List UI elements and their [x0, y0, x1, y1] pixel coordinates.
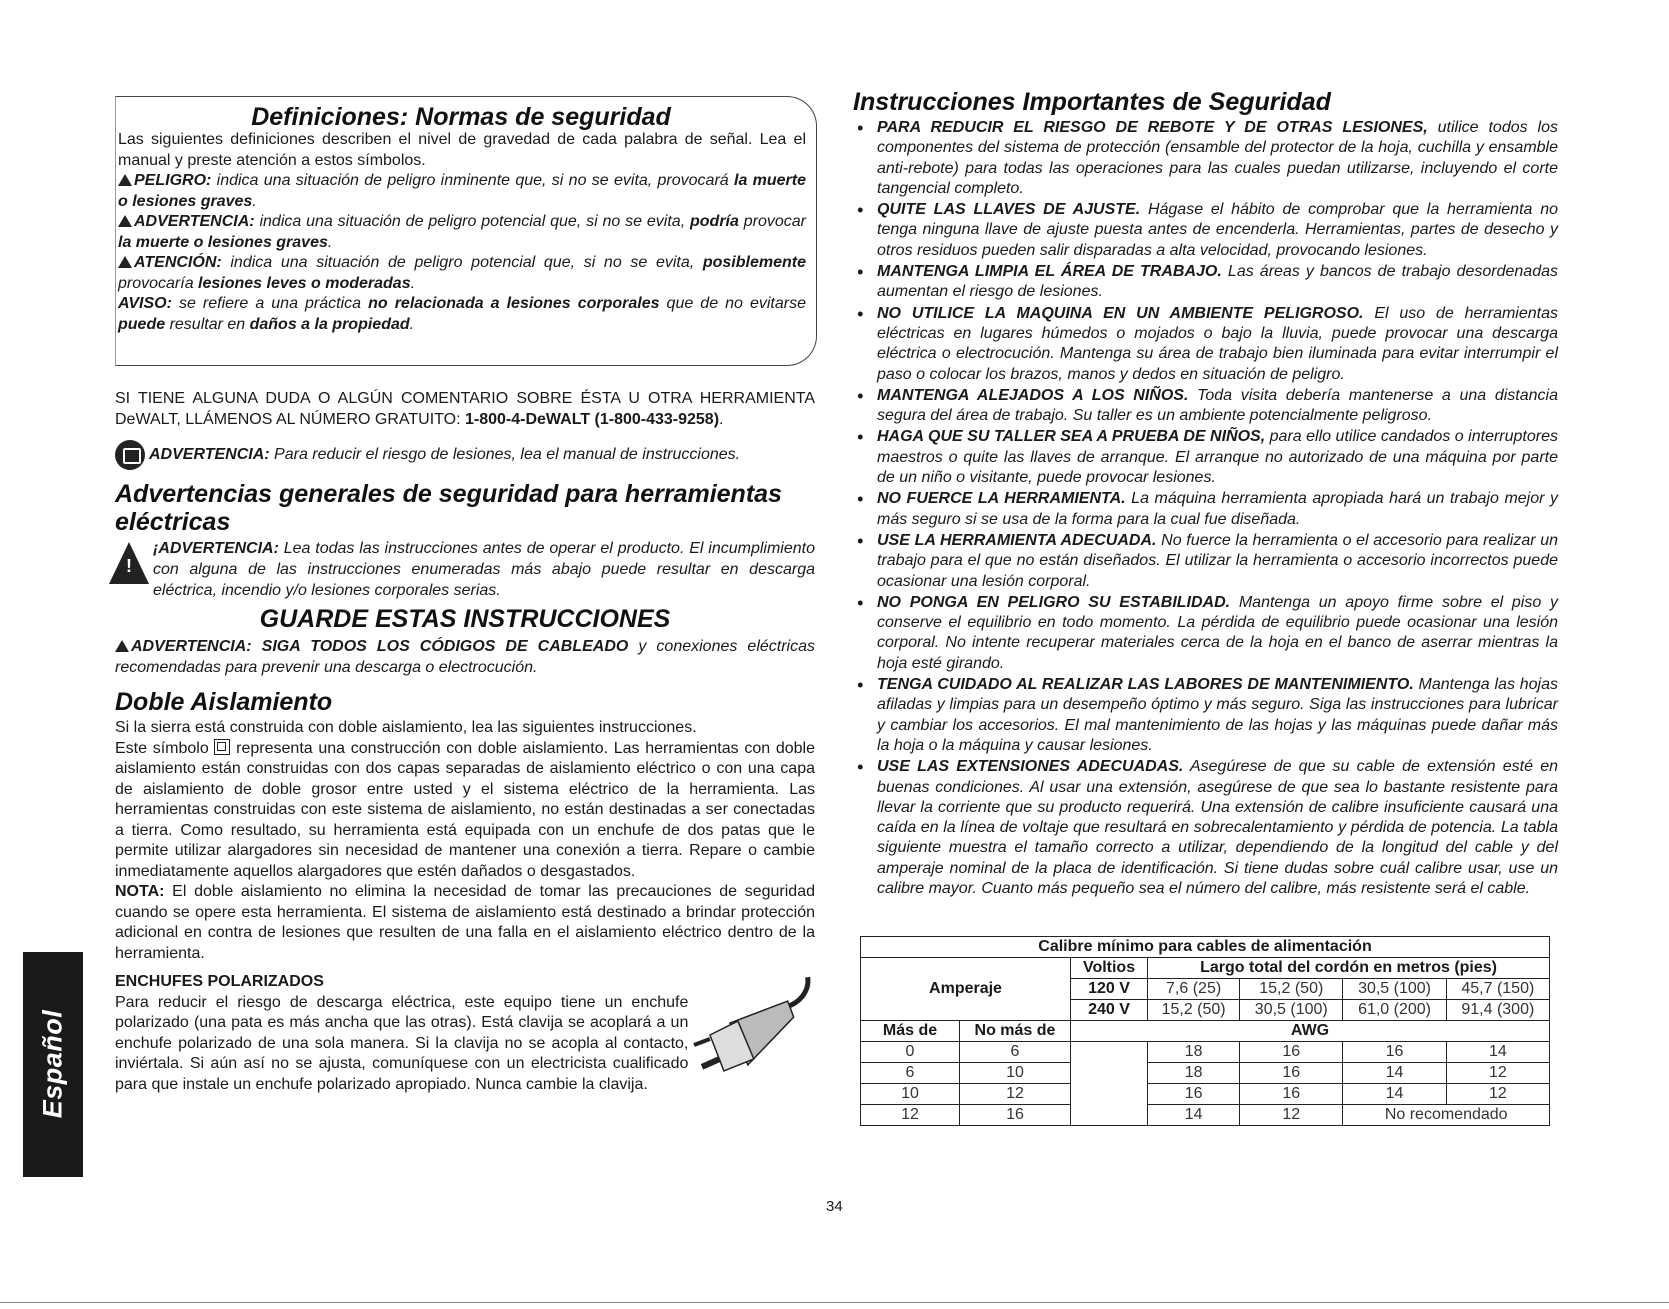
table-cell: 15,2 (50) — [1240, 979, 1343, 1000]
mas-de-header: Más de — [861, 1021, 960, 1042]
table-row: 10 12 16 16 14 12 — [861, 1084, 1550, 1105]
right-column — [853, 88, 1558, 900]
left-column — [115, 388, 815, 1095]
list-item: • MANTENGA LIMPIA EL ÁREA DE TRABAJO. Las áreas y bancos de trabajo desordenadas aumentan el riesgo de lesiones. — [853, 262, 1558, 303]
table-cell: 7,6 (25) — [1148, 979, 1240, 1000]
warning-triangle-icon — [109, 542, 149, 584]
list-item: • NO FUERCE LA HERRAMIENTA. La máquina herramienta apropiada hará un trabajo mejor y más seguro si se usa de la forma para la cual fue diseñada. — [853, 489, 1558, 530]
peligro-definition: PELIGRO: indica una situación de peligro inminente que, si no se evita, provocará la muerte o lesiones graves. — [118, 172, 807, 210]
definitions-box — [115, 96, 817, 366]
awg-header: AWG — [1071, 1021, 1550, 1042]
list-item: • MANTENGA ALEJADOS A LOS NIÑOS. Toda visita debería mantenerse a una distancia segura del área de trabajo. Su taller es un ambiente potencialmente peligroso. — [853, 386, 1558, 427]
table-title: Calibre mínimo para cables de alimentación — [861, 937, 1550, 958]
table-cell: 61,0 (200) — [1343, 1000, 1446, 1021]
table-row: 6 10 18 16 14 12 — [861, 1063, 1550, 1084]
general-warnings-title: Advertencias generales de seguridad para herramientas eléctricas — [115, 480, 782, 536]
contact-paragraph: SI TIENE ALGUNA DUDA O ALGÚN COMENTARIO SOBRE ÉSTA U OTRA HERRAMIENTA DeWALT, LLÁMENOS AL NÚMERO GRATUITO: 1-800-4-DeWALT (1-800-433-9258). — [115, 390, 815, 428]
definitions-content — [116, 105, 806, 335]
cable-gauge-table-wrap — [860, 936, 1550, 1126]
doble-aislamiento-title: Doble Aislamiento — [115, 688, 333, 716]
list-item: • NO UTILICE LA MAQUINA EN UN AMBIENTE PELIGROSO. El uso de herramientas eléctricas en lugares húmedos o mojados o bajo la lluvia, puede provocar una descarga eléctrica o electrocución. Mantenga su área de trabajo bien iluminada para evitar interrumpir el paso o colocar los brazos, manos y dedos en situación de peligro. — [853, 304, 1558, 385]
warning-triangle-icon — [118, 174, 132, 186]
important-instructions-title: Instrucciones Importantes de Seguridad — [853, 88, 1331, 116]
read-manual-icon — [115, 440, 145, 470]
general-warning-block — [115, 538, 815, 601]
table-cell: 15,2 (50) — [1148, 1000, 1240, 1021]
list-item: • TENGA CUIDADO AL REALIZAR LAS LABORES DE MANTENIMIENTO. Mantenga las hojas afiladas y limpias para un desempeño óptimo y más seguro. Siga las instrucciones para lubricar y cambiar los accesorios. El mal mantenimiento de las hojas y las máquinas puede dañar más la hoja o la máquina y causar lesiones. — [853, 675, 1558, 756]
table-row: 0 6 18 16 16 14 — [861, 1042, 1550, 1063]
double-insulation-icon — [214, 739, 230, 755]
table-cell: 30,5 (100) — [1240, 1000, 1343, 1021]
aviso-definition: AVISO: se refiere a una práctica no relacionada a lesiones corporales que de no evitarse puede resultar en daños a la propiedad. — [118, 295, 806, 333]
atencion-definition: ATENCIÓN: indica una situación de peligro potencial que, si no se evita, posiblemente provocaría lesiones leves o moderadas. — [118, 254, 806, 292]
advertencia-definition: ADVERTENCIA: indica una situación de peligro potencial que, si no se evita, podría provocar la muerte o lesiones graves. — [118, 213, 806, 251]
cable-gauge-table — [860, 936, 1550, 1126]
list-item: • PARA REDUCIR EL RIESGO DE REBOTE Y DE OTRAS LESIONES, utilice todos los componentes del sistema de protección (ensamble del protector de la hoja, cuchilla y ensamble anti-rebote) para todas las operaciones para las cuales puedan utilizarse, incluyendo el corte tangencial completo. — [853, 118, 1558, 199]
v120-cell: 120 V — [1071, 979, 1148, 1000]
list-item: • USE LA HERRAMIENTA ADECUADA. No fuerce la herramienta o el accesorio para realizar un trabajo para el que no están diseñados. El utilizar la herramienta o accesorio incorrectos puede ocasionar una lesión corporal. — [853, 531, 1558, 592]
definitions-intro: Las siguientes definiciones describen el nivel de gravedad de cada palabra de señal. Lea el manual y preste atención a estos símbolos. — [118, 131, 806, 169]
guarde-heading: GUARDE ESTAS INSTRUCCIONES — [259, 605, 671, 633]
voltios-header: Voltios — [1071, 958, 1148, 979]
enchufes-text: Para reducir el riesgo de descarga eléctrica, este equipo tiene un enchufe polarizado (una pata es más ancha que las otras). Está clavija se acoplará a un enchufe polarizado de una sola manera. Si la clavija no se acopla al contacto, inviértala. Si aún así no se ajusta, comuníquese con un electricista cualificado para que instale un enchufe polarizado apropiado. Nunca cambie la clavija. — [115, 993, 689, 1093]
list-item: • USE LAS EXTENSIONES ADECUADAS. Asegúrese de que su cable de extensión esté en buenas condiciones. Al usar una extensión, asegúrese de que sea lo bastante resistente para llevar la corriente que su producto requerirá. Una extensión de calibre insuficiente causará una caída en la línea de voltaje que resultará en sobrecalentamiento y pérdida de potencia. La tabla siguiente muestra el tamaño correcto a utilizar, dependiendo de la longitud del cable y del amperaje nominal de la placa de identificación. Si tiene dudas sobre cuál calibre usar, use un calibre mayor. Cuanto más pequeño sea el número del calibre, más resistente será el cable. — [853, 757, 1558, 899]
language-side-tab — [23, 952, 83, 1177]
phone-number: 1-800-4-DeWALT (1-800-433-9258) — [465, 411, 720, 428]
table-row: 12 16 14 12 No recomendado — [861, 1105, 1550, 1126]
nota-paragraph: NOTA: El doble aislamiento no elimina la necesidad de tomar las precauciones de seguridad cuando se opere esta herramienta. El sistema de aislamiento está destinado a brindar protección adicional en contra de lesiones que resulten de una falla en el aislamiento eléctrico dentro de la herramienta. — [115, 883, 815, 962]
page-number: 34 — [826, 1198, 843, 1215]
largo-header: Largo total del cordón en metros (pies) — [1148, 958, 1550, 979]
warning-triangle-icon — [118, 215, 132, 227]
safety-instructions-list — [853, 118, 1558, 899]
polarized-plug-icon — [690, 973, 815, 1088]
wiring-warning: ADVERTENCIA: SIGA TODOS LOS CÓDIGOS DE CABLEADO y conexiones eléctricas recomendadas para prevenir una descarga o electrocución. — [115, 638, 816, 676]
list-item: • QUITE LAS LLAVES DE AJUSTE. Hágase el hábito de comprobar que la herramienta no tenga ninguna llave de ajuste puesta antes de encenderla. Herramientas, partes de desecho y otros residuos pueden salir disparadas a alta velocidad, provocando lesiones. — [853, 200, 1558, 261]
language-label: Español — [37, 1009, 68, 1119]
doble-p1: Si la sierra está construida con doble aislamiento, lea las siguientes instrucciones. — [115, 719, 697, 736]
doble-p2: Este símbolo representa una construcción con doble aislamiento. Las herramientas con doble aislamiento están construidas con dos capas separadas de aislamiento eléctrico o con una capa de aislamiento de doble grosor entre usted y el sistema eléctrico de la herramienta. Las herramientas construidas con este sistema de aislamiento, no están destinadas a ser conectadas a tierra. Como resultado, su herramienta está equipada con un enchufe de dos patas que le permite utilizar alargadores sin necesidad de mantener una conexión a tierra. Repare o cambie inmediatamente aquellos alargadores que estén dañados o desgastados. — [115, 739, 815, 880]
definitions-title: Definiciones: Normas de seguridad — [251, 103, 671, 131]
bottom-divider — [0, 1302, 1669, 1303]
enchufes-title: ENCHUFES POLARIZADOS — [115, 973, 324, 990]
v240-cell: 240 V — [1071, 1000, 1148, 1021]
warning-triangle-icon — [115, 640, 129, 652]
warning-triangle-icon — [118, 256, 132, 268]
enchufes-block — [115, 993, 815, 1096]
general-warning-text: ¡ADVERTENCIA: Lea todas las instrucciones antes de operar el producto. El incumplimiento con alguna de las instrucciones enumeradas más abajo puede resultar en descarga eléctrica, incendio y/o lesiones corporales serias. — [153, 540, 815, 599]
list-item: • NO PONGA EN PELIGRO SU ESTABILIDAD. Mantenga un apoyo firme sobre el piso y conserve el equilibrio en todo momento. La pérdida de equilibrio puede ocasionar una lesión corporal. No intente recuperar materiales cerca de la hoja en el banco de aserrar mientras la hoja esté girando. — [853, 593, 1558, 674]
list-item: • HAGA QUE SU TALLER SEA A PRUEBA DE NIÑOS, para ello utilice candados o interruptores maestros o quite las llaves de arranque. El arranque no autorizado de una máquina por parte de un niño o visitante, puede provocar lesiones. — [853, 427, 1558, 488]
table-cell: 30,5 (100) — [1343, 979, 1446, 1000]
amperaje-header: Amperaje — [861, 958, 1071, 1021]
no-mas-de-header: No más de — [960, 1021, 1071, 1042]
table-cell: 45,7 (150) — [1446, 979, 1549, 1000]
table-cell: 91,4 (300) — [1446, 1000, 1549, 1021]
manual-warning: ADVERTENCIA: Para reducir el riesgo de lesiones, lea el manual de instrucciones. — [115, 440, 815, 470]
